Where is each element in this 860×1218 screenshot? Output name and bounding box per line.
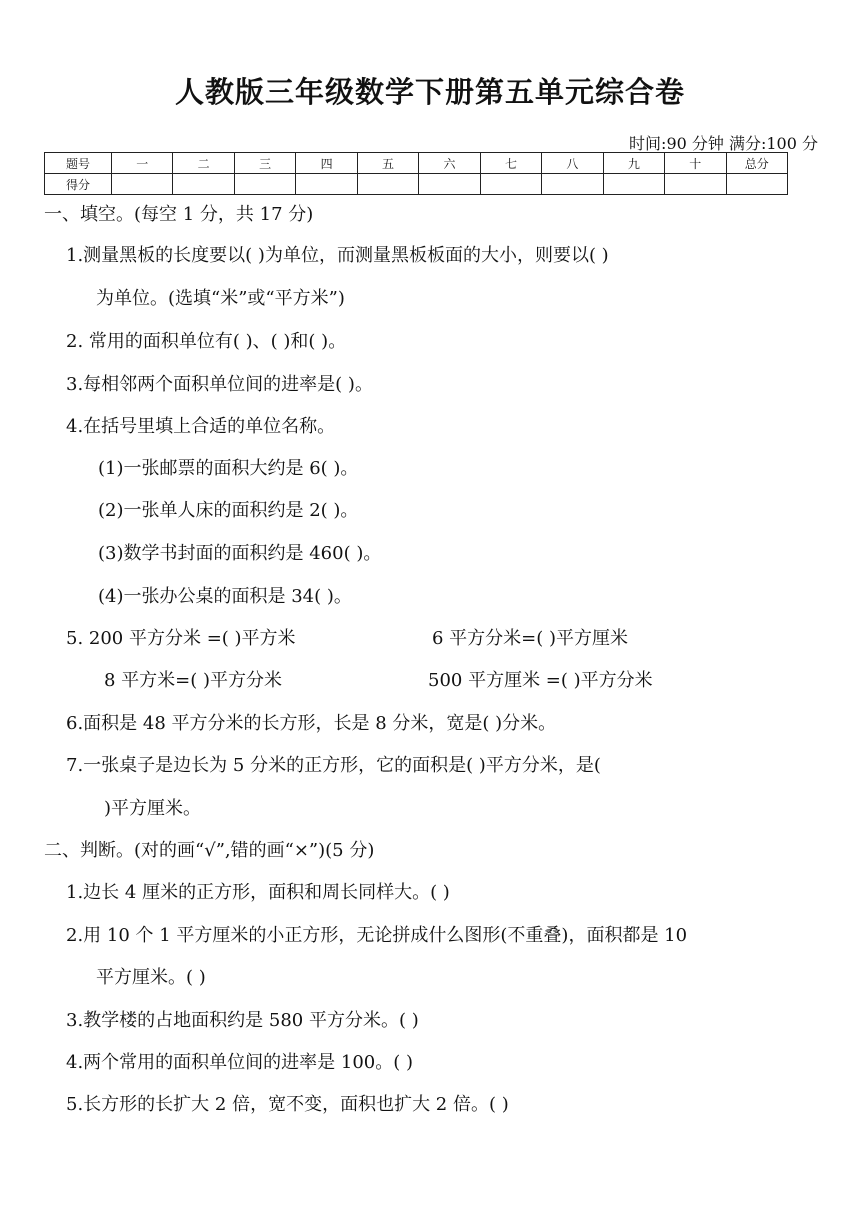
score-cell: 总分 xyxy=(726,153,787,174)
section2-heading: 二、判断。(对的画“√”,错的画“×”)(5 分) xyxy=(44,840,375,861)
exam-info: 时间:90 分钟 满分:100 分 xyxy=(629,134,818,153)
score-blank[interactable] xyxy=(112,174,173,195)
score-blank[interactable] xyxy=(419,174,480,195)
question-7-line1: 7.一张桌子是边长为 5 分米的正方形，它的面积是( )平方分米，是( xyxy=(66,755,601,776)
score-table-header-row xyxy=(45,153,788,174)
question-4-1: (1)一张邮票的面积大约是 6( )。 xyxy=(98,458,359,479)
score-table-score-row xyxy=(45,174,788,195)
question-5-row1-left: 5. 200 平方分米 =( )平方米 xyxy=(66,628,296,649)
question-1-line1: 1.测量黑板的长度要以( )为单位，而测量黑板板面的大小，则要以( ) xyxy=(66,245,609,266)
question-5-row1-right: 6 平方分米=( )平方厘米 xyxy=(432,628,629,649)
question-4-2: (2)一张单人床的面积约是 2( )。 xyxy=(98,500,359,521)
question-5-row2-right: 500 平方厘米 =( )平方分米 xyxy=(428,670,653,691)
score-blank[interactable] xyxy=(173,174,234,195)
question-4: 4.在括号里填上合适的单位名称。 xyxy=(66,416,336,437)
score-blank[interactable] xyxy=(357,174,418,195)
judge-question-2-line1: 2.用 10 个 1 平方厘米的小正方形，无论拼成什么图形(不重叠)，面积都是 10 xyxy=(66,925,688,946)
score-cell: 一 xyxy=(112,153,173,174)
judge-question-4: 4.两个常用的面积单位间的进率是 100。( ) xyxy=(66,1052,414,1073)
score-blank[interactable] xyxy=(603,174,664,195)
question-7-line2: )平方厘米。 xyxy=(104,798,202,819)
question-6: 6.面积是 48 平方分米的长方形，长是 8 分米，宽是( )分米。 xyxy=(66,713,557,734)
question-1-line2: 为单位。(选填“米”或“平方米”) xyxy=(96,288,345,309)
score-blank[interactable] xyxy=(296,174,357,195)
score-blank[interactable] xyxy=(665,174,726,195)
judge-question-3: 3.教学楼的占地面积约是 580 平方分米。( ) xyxy=(66,1010,419,1031)
score-cell: 七 xyxy=(480,153,541,174)
score-cell: 十 xyxy=(665,153,726,174)
judge-question-1: 1.边长 4 厘米的正方形，面积和周长同样大。( ) xyxy=(66,882,450,903)
question-3: 3.每相邻两个面积单位间的进率是( )。 xyxy=(66,374,373,395)
score-cell: 五 xyxy=(357,153,418,174)
score-cell: 八 xyxy=(542,153,603,174)
score-cell: 四 xyxy=(296,153,357,174)
judge-question-5: 5.长方形的长扩大 2 倍，宽不变，面积也扩大 2 倍。( ) xyxy=(66,1094,509,1115)
score-cell: 题号 xyxy=(45,153,112,174)
score-blank[interactable] xyxy=(480,174,541,195)
score-cell: 六 xyxy=(419,153,480,174)
score-cell: 九 xyxy=(603,153,664,174)
score-blank[interactable] xyxy=(726,174,787,195)
section1-heading: 一、填空。(每空 1 分，共 17 分) xyxy=(44,204,314,225)
score-blank[interactable] xyxy=(542,174,603,195)
score-row-label: 得分 xyxy=(45,174,112,195)
question-4-4: (4)一张办公桌的面积是 34( )。 xyxy=(98,586,352,607)
judge-question-2-line2: 平方厘米。( ) xyxy=(96,967,206,988)
score-blank[interactable] xyxy=(234,174,295,195)
score-cell: 三 xyxy=(234,153,295,174)
score-cell: 二 xyxy=(173,153,234,174)
question-2: 2. 常用的面积单位有( )、( )和( )。 xyxy=(66,331,347,352)
score-table xyxy=(44,152,788,195)
question-5-row2-left: 8 平方米=( )平方分米 xyxy=(104,670,283,691)
page-title: 人教版三年级数学下册第五单元综合卷 xyxy=(174,75,685,109)
question-4-3: (3)数学书封面的面积约是 460( )。 xyxy=(98,543,382,564)
